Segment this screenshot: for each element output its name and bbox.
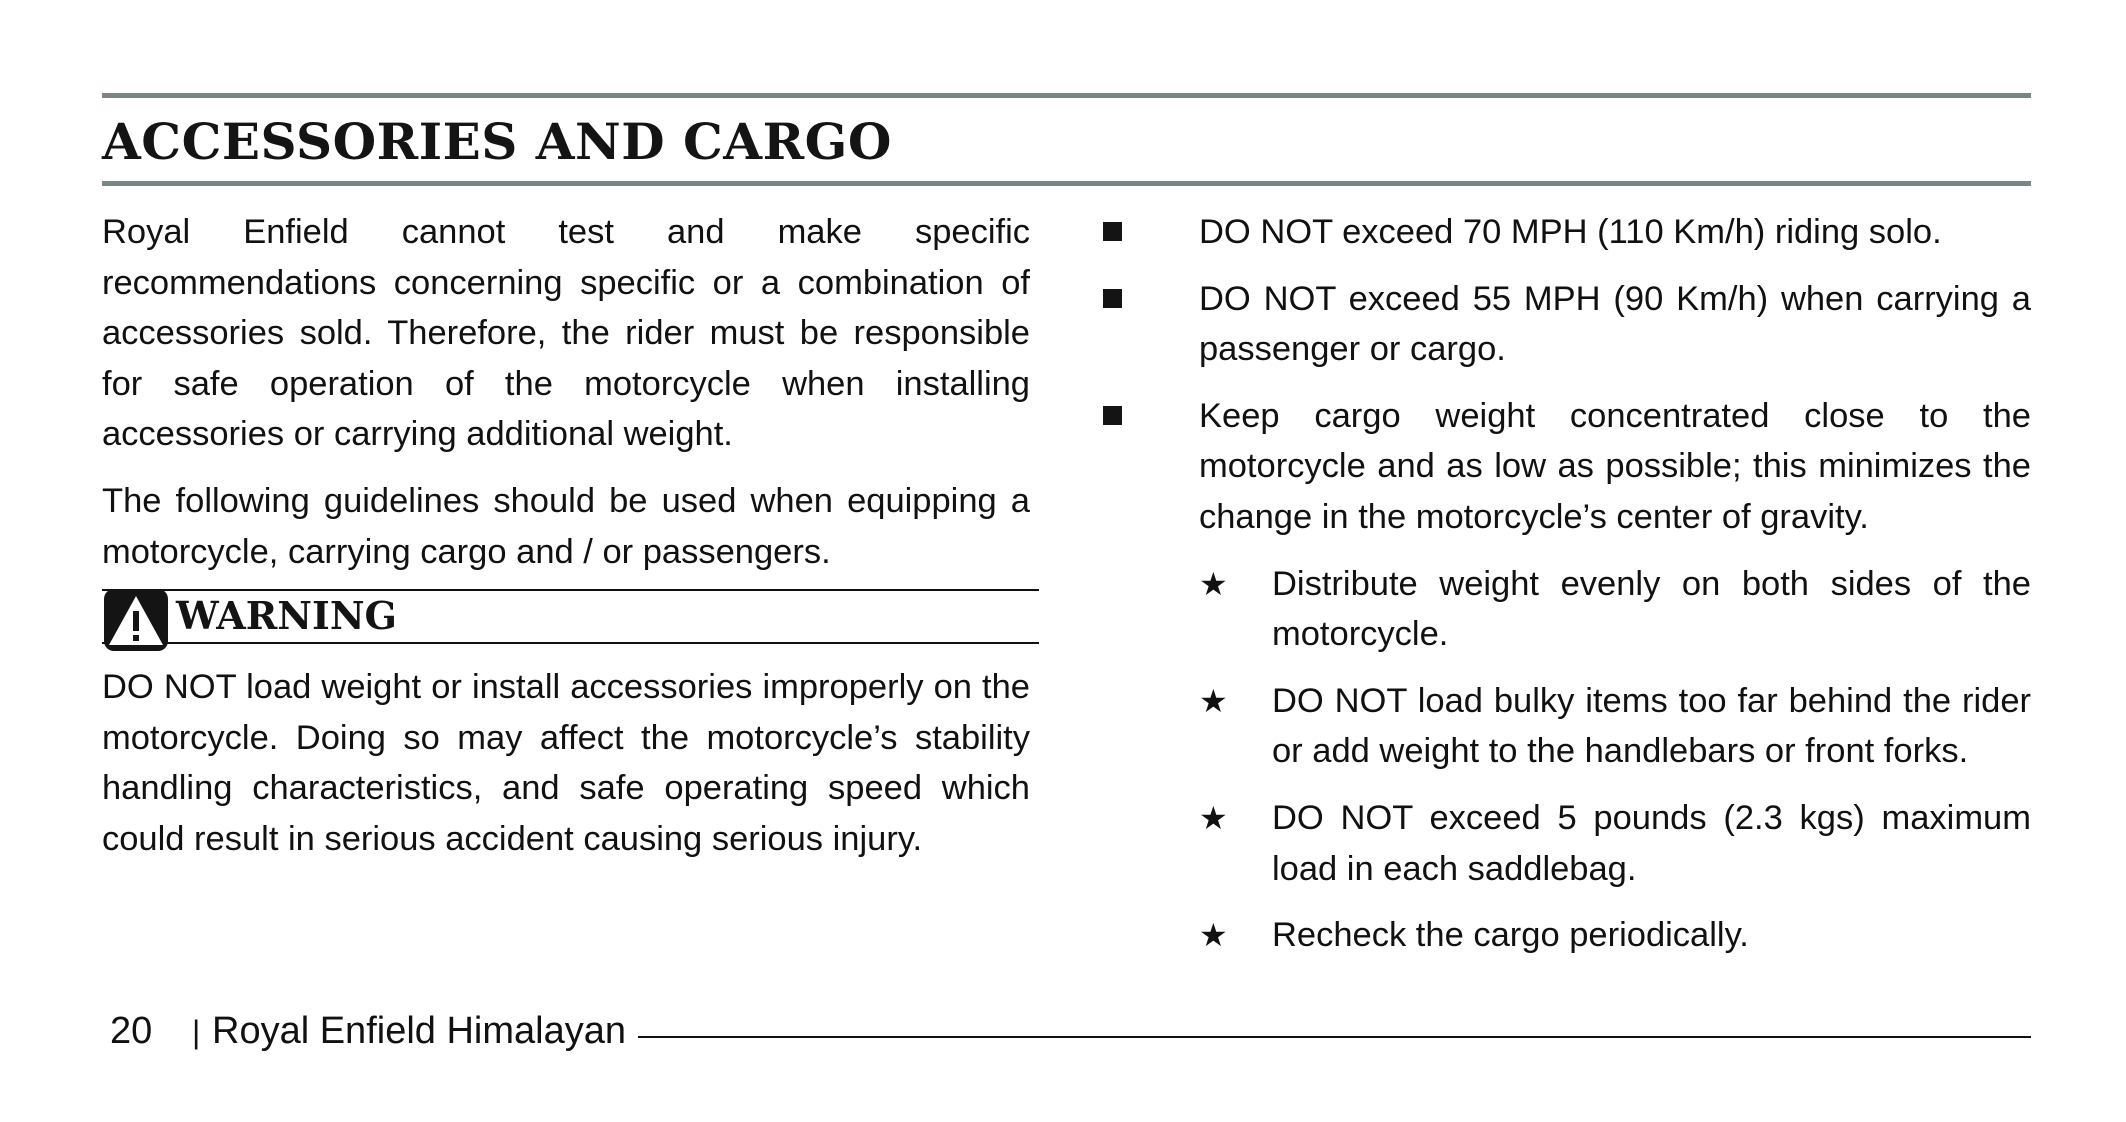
sub-bullet-text: Distribute weight evenly on both sides of the motorcycle. [1272, 564, 2031, 654]
list-item [1100, 274, 2031, 375]
left-column [102, 207, 1030, 881]
list-item [1100, 391, 2031, 961]
book-title: Royal Enfield Himalayan [212, 1010, 626, 1052]
star-bullet-icon: ★ [1199, 565, 1228, 602]
warning-triangle-icon [104, 589, 168, 651]
title-underline [102, 181, 2031, 186]
star-bullet-icon: ★ [1199, 799, 1228, 836]
square-bullet-icon [1103, 222, 1122, 241]
sub-bullet-list [1199, 559, 2031, 961]
bullet-text: DO NOT exceed 55 MPH (90 Km/h) when carrying a passenger or cargo. [1199, 279, 2031, 369]
list-item [1199, 910, 2031, 961]
star-bullet-icon: ★ [1199, 682, 1228, 719]
list-item [1199, 559, 2031, 660]
list-item [1100, 207, 2031, 258]
footer-rule [638, 1036, 2031, 1038]
sub-bullet-text: DO NOT exceed 5 pounds (2.3 kgs) maximum load in each saddlebag. [1272, 798, 2031, 888]
guidelines-paragraph: The following guidelines should be used when equipping a motorcycle, carrying cargo and / or passengers. [102, 481, 1030, 571]
page-number: 20 [110, 1010, 153, 1052]
footer-separator: | [192, 1014, 201, 1050]
warning-text: DO NOT load weight or install accessories improperly on the motorcycle. Doing so may affect the motorcycle’s stability handling characteristics, and safe operating speed which could result in serious accident causing serious injury. [102, 668, 1030, 858]
bullet-list [1100, 207, 2031, 961]
list-item [1199, 793, 2031, 894]
warning-label: WARNING [176, 593, 398, 639]
star-bullet-icon: ★ [1199, 917, 1228, 954]
top-rule [102, 93, 2031, 98]
right-column [1100, 207, 2031, 977]
page-title: ACCESSORIES AND CARGO [102, 112, 892, 171]
square-bullet-icon [1103, 289, 1122, 308]
intro-paragraph: Royal Enfield cannot test and make specific recommendations concerning specific or a combination of accessories sold. Therefore, the rider must be responsible for safe operation of the motorcycle when installing accessories or carrying additional weight. [102, 213, 1030, 454]
warning-header [102, 589, 1039, 644]
sub-bullet-text: Recheck the cargo periodically. [1272, 916, 1749, 955]
square-bullet-icon [1103, 406, 1122, 425]
sub-bullet-text: DO NOT load bulky items too far behind the rider or add weight to the handlebars or front forks. [1272, 681, 2031, 771]
bullet-text: Keep cargo weight concentrated close to the motorcycle and as low as possible; this minimizes the change in the motorcycle’s center of gravity. [1199, 396, 2031, 536]
bullet-text: DO NOT exceed 70 MPH (110 Km/h) riding solo. [1199, 213, 1942, 251]
page-footer [110, 1006, 626, 1057]
list-item [1199, 676, 2031, 777]
